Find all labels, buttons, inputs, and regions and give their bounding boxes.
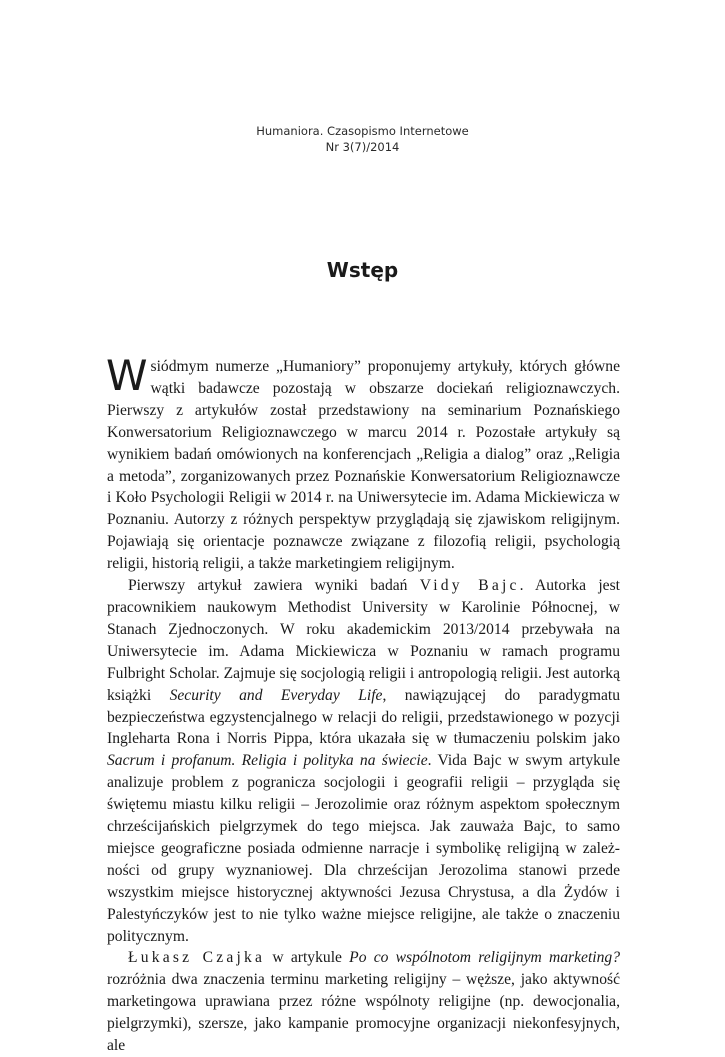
author-name-bajc: Vidy Bajc: [419, 577, 520, 595]
para3-text-1: w artykule: [265, 949, 350, 967]
journal-header: [0, 124, 725, 155]
para2-text-1: Pierwszy artykuł zawiera wyniki badań: [128, 577, 420, 595]
paragraph-czajka: [107, 947, 620, 1057]
para3-text-2: rozróżnia dwa znaczenia terminu marketing religijny – węższe, jako aktywność marketingowa uprawiana przez różne wspólnoty religijne (np. dewocjonalia, pielgrzymki), szersze, jako kampanie promocyjne organizacji niekonfesyjnych, ale: [107, 971, 620, 1055]
book-title-sacrum: Sacrum i profanum. Religia i polityka na świecie: [107, 752, 428, 770]
book-title-security: Security and Everyday Life: [169, 686, 383, 704]
page-title: Wstęp: [326, 258, 399, 282]
drop-cap: W: [106, 351, 148, 400]
intro-paragraph: [106, 351, 620, 575]
article-body: [106, 351, 621, 1057]
paragraph-bajc: [107, 575, 620, 947]
para2-text-3: , nawiązującej do paradygmatu bezpieczeństwa egzystencjalnego w relacji do religii, przedstawionego w pozycji Ingleharta Rona i Norris Pippa, która ukazała się w tłumaczeniu polskim jako: [107, 686, 620, 748]
intro-text: siódmym numerze „Humaniory” proponujemy artykuły, których główne wątki badawcze pozostają w obszarze dociekań religioznawczych. Pierwszy z artykułów został przedstawiony na seminarium Poznańskiego Konwersatorium Religioznawczego w marcu 2014 r. Pozostałe artykuły są wynikiem badań omówionych na konferencjach „Religia a dialog” oraz „Religia a metoda”, zorganizowanych przez Poznańskie Konwersatorium Religioznawcze i Koło Psychologii Religii w 2014 r. na Uniwersytecie im. Adama Mickiewicza w Poznaniu. Autorzy z różnych perspektyw przyglądają się zjawiskom religijnym. Pojawiają się orientacje poznawcze związane z filozofią religii, psychologią religii, historią religii, a także marketingiem religijnym.: [107, 358, 620, 573]
para2-text-4: . Vida Bajc w swym artykule analizuje problem z pogranicza socjologii i geografii religii – przygląda się świętemu miastu kilku religii – Jerozolimie oraz różnym aspektom społecznym chrześcijańskich pielgrzymek do tego miejsca. Jak zauważa Bajc, to samo miejsce geograficzne posiada odmienne narracje i symbolikę religijną w zależności od grupy wyznaniowej. Dla chrześcijan Jerozolima stanowi przede wszystkim miejsce historycznej aktywności Jezusa Chrystusa, a dla Żydów i Palestyńczyków jest to nie tylko ważne miejsce religijne, ale także o znaczeniu politycznym.: [107, 752, 620, 945]
article-title-marketing: Po co wspólnotom religijnym marketing?: [349, 949, 621, 967]
journal-issue: Nr 3(7)/2014: [325, 139, 400, 154]
para2-text-2: . Autorka jest pracownikiem naukowym Methodist University w Karolinie Północnej, w Stanach Zjednoczonych. W roku akademickim 2013/2014 przebywała na Uniwersytecie im. Adama Mickiewicza w Poznaniu w ramach programu Fulbright Scholar. Zajmuje się socjologią religii i antropologią religii. Jest autorką książki: [107, 577, 620, 704]
author-name-czajka: Łukasz Czajka: [128, 949, 266, 967]
journal-name: Humaniora. Czasopismo Internetowe: [256, 124, 469, 138]
